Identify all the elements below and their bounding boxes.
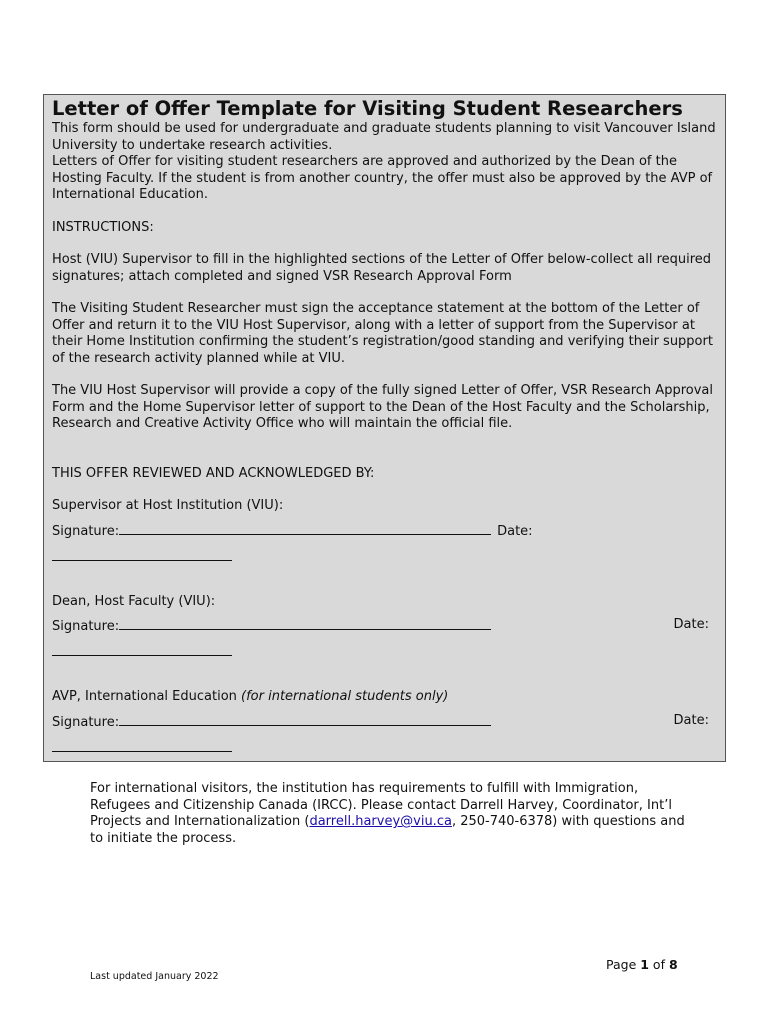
page-total: 8 xyxy=(668,957,678,972)
signer-role-avp xyxy=(52,689,717,706)
intro-paragraph-2: Letters of Offer for visiting student researchers are approved and authorized by the Dean of the Hosting Faculty. If the student is from another country, the offer must also be approved by the AVP of International Education. xyxy=(52,154,713,202)
international-note-text-1: For international visitors, the institution has requirements to fulfill with Immigration, Refugees and Citizenship Canada (IRCC). Please contact Darrell Harvey, Coordinator, Int’l Projects and Internationalization ( xyxy=(90,781,672,829)
contact-email-link[interactable]: darrell.harvey@viu.ca xyxy=(309,814,452,829)
signature-label: Signature: xyxy=(52,714,120,730)
date-label: Date: xyxy=(673,617,709,632)
signer-role-avp-text: AVP, International Education xyxy=(52,689,242,704)
page-current: 1 xyxy=(640,957,649,972)
signature-line-host-supervisor[interactable] xyxy=(119,522,491,535)
signature-line-avp[interactable] xyxy=(119,713,491,726)
signer-role-avp-note: (for international students only) xyxy=(241,689,449,704)
date-label: Date: xyxy=(497,523,533,539)
international-visitors-note xyxy=(90,781,690,847)
last-updated-note: Last updated January 2022 xyxy=(90,971,219,982)
document-title: Letter of Offer Template for Visiting Student Researchers xyxy=(52,97,683,120)
signer-role-dean: Dean, Host Faculty (VIU): xyxy=(52,593,216,609)
signature-line-dean[interactable] xyxy=(119,617,491,630)
instructions-paragraph-3: The VIU Host Supervisor will provide a copy of the fully signed Letter of Offer, VSR Research Approval Form and the Home Supervisor letter of support to the Dean of the Host Faculty and the Scholarship, Research and Creative Activity Office who will maintain the official file. xyxy=(52,383,713,431)
date-label: Date: xyxy=(673,712,709,728)
signature-row-host-supervisor xyxy=(52,522,717,539)
page-prefix: Page xyxy=(606,957,641,972)
instructions-heading: INSTRUCTIONS: xyxy=(52,219,154,235)
page-number xyxy=(606,957,678,972)
signature-label: Signature: xyxy=(52,619,120,634)
page-of: of xyxy=(648,957,669,972)
signer-role-host-supervisor: Supervisor at Host Institution (VIU): xyxy=(52,498,284,513)
date-line-host-supervisor[interactable] xyxy=(52,548,232,561)
instructions-panel xyxy=(43,94,726,762)
signature-label: Signature: xyxy=(52,523,120,539)
international-note-text-2: , 250-740-6378) with questions and to initiate the process. xyxy=(90,814,685,846)
date-line-dean[interactable] xyxy=(52,643,232,656)
review-heading: THIS OFFER REVIEWED AND ACKNOWLEDGED BY: xyxy=(52,465,375,481)
signature-row-avp xyxy=(52,713,717,730)
date-line-avp[interactable] xyxy=(52,739,232,752)
signature-row-dean xyxy=(52,617,717,634)
instructions-paragraph-1: Host (VIU) Supervisor to fill in the highlighted sections of the Letter of Offer below-collect all required signatures; attach completed and signed VSR Research Approval Form xyxy=(52,252,712,284)
intro-paragraph-1: This form should be used for undergraduate and graduate students planning to visit Vancouver Island University to undertake research activities. xyxy=(52,121,716,153)
instructions-paragraph-2: The Visiting Student Researcher must sign the acceptance statement at the bottom of the Letter of Offer and return it to the VIU Host Supervisor, along with a letter of support from the Supervisor at their Home Institution confirming the student’s registration/good standing and verifying their support of the research activity planned while at VIU. xyxy=(52,301,713,366)
